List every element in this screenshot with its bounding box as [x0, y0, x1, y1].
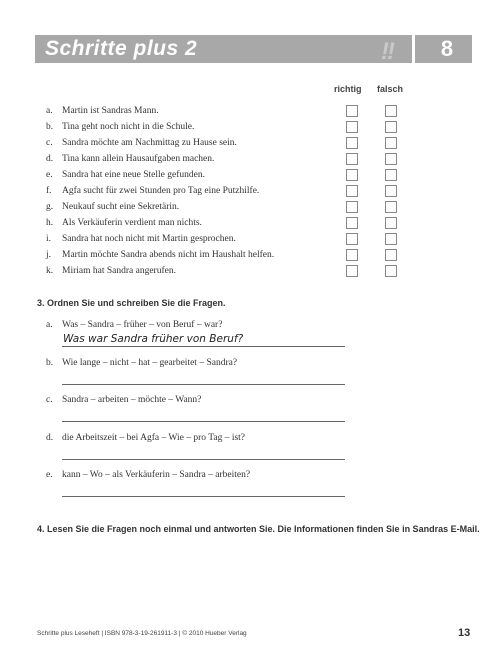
statement-row — [46, 103, 159, 119]
statement-letter: d. — [46, 154, 54, 164]
question-letter: d. — [46, 432, 54, 443]
checkbox-richtig[interactable] — [346, 105, 358, 117]
checkbox-falsch[interactable] — [385, 217, 397, 229]
book-title: Schritte plus 2 — [45, 37, 198, 60]
checkbox-richtig[interactable] — [346, 217, 358, 229]
question-text: Sandra – arbeiten – möchte – Wann? — [62, 395, 202, 405]
statement-text: Martin ist Sandras Mann. — [62, 106, 159, 116]
banner-divider — [412, 35, 415, 63]
lesson-number: 8 — [440, 36, 454, 61]
page-number: 13 — [458, 627, 471, 639]
statement-text: Miriam hat Sandra angerufen. — [62, 266, 176, 276]
task-4-heading: 4. Lesen Sie die Fragen noch einmal und antworten Sie. Die Informationen finden Sie in Sandras E-Mail. — [37, 524, 480, 534]
footer-credits: Schritte plus Leseheft | ISBN 978-3-19-261911-3 | © 2010 Hueber Verlag — [37, 630, 247, 637]
statement-row — [46, 231, 236, 247]
statement-letter: f. — [46, 186, 52, 196]
statement-row — [46, 135, 237, 151]
checkbox-falsch[interactable] — [385, 153, 397, 165]
checkbox-richtig[interactable] — [346, 153, 358, 165]
statement-row — [46, 247, 274, 263]
statement-text: Sandra hat noch nicht mit Martin gesprochen. — [62, 234, 236, 244]
answer-line[interactable] — [62, 459, 345, 460]
statement-letter: h. — [46, 218, 54, 228]
statement-text: Neukauf sucht eine Sekretärin. — [62, 202, 180, 212]
statement-text: Tina kann allein Hausaufgaben machen. — [62, 154, 215, 164]
column-header-richtig: richtig — [334, 84, 362, 94]
statement-row — [46, 119, 194, 135]
question-item — [46, 358, 237, 368]
checkbox-falsch[interactable] — [385, 169, 397, 181]
checkbox-falsch[interactable] — [385, 233, 397, 245]
statement-letter: b. — [46, 122, 54, 132]
statement-row — [46, 183, 259, 199]
checkbox-richtig[interactable] — [346, 121, 358, 133]
statement-letter: a. — [46, 106, 53, 116]
example-answer: Was war Sandra früher von Beruf? — [63, 333, 244, 345]
checkbox-falsch[interactable] — [385, 249, 397, 261]
checkbox-falsch[interactable] — [385, 185, 397, 197]
header-banner — [35, 35, 472, 63]
answer-line[interactable] — [62, 346, 345, 347]
checkbox-falsch[interactable] — [385, 137, 397, 149]
statement-row — [46, 263, 176, 279]
checkbox-richtig[interactable] — [346, 137, 358, 149]
statement-text: Sandra hat eine neue Stelle gefunden. — [62, 170, 205, 180]
question-text: die Arbeitszeit – bei Agfa – Wie – pro Tag – ist? — [62, 432, 246, 443]
question-letter: a. — [46, 320, 53, 330]
statement-letter: j. — [46, 250, 52, 260]
statement-row — [46, 199, 179, 215]
statement-letter: g. — [46, 202, 54, 212]
question-letter: c. — [46, 395, 53, 405]
answer-line[interactable] — [62, 496, 345, 497]
statement-text: Agfa sucht für zwei Stunden pro Tag eine Putzhilfe. — [62, 186, 260, 196]
statement-letter: c. — [46, 138, 53, 148]
question-text: Wie lange – nicht – hat – gearbeitet – Sandra? — [62, 357, 238, 368]
question-text: Was – Sandra – früher – von Beruf – war? — [62, 320, 223, 330]
column-header-falsch: falsch — [377, 84, 404, 94]
statement-text: Tina geht noch nicht in die Schule. — [62, 122, 195, 132]
exclamation-marks-icon: !! — [381, 38, 393, 65]
statement-letter: k. — [46, 266, 54, 276]
checkbox-richtig[interactable] — [346, 169, 358, 181]
statement-text: Martin möchte Sandra abends nicht im Haushalt helfen. — [62, 250, 275, 260]
checkbox-richtig[interactable] — [346, 233, 358, 245]
statement-row — [46, 215, 202, 231]
checkbox-falsch[interactable] — [385, 265, 397, 277]
checkbox-falsch[interactable] — [385, 201, 397, 213]
statement-row — [46, 167, 205, 183]
statement-text: Sandra möchte am Nachmittag zu Hause sein. — [62, 138, 237, 148]
checkbox-falsch[interactable] — [385, 121, 397, 133]
question-letter: e. — [46, 470, 53, 480]
question-item — [46, 470, 250, 480]
statement-letter: i. — [46, 234, 52, 244]
answer-line[interactable] — [62, 384, 345, 385]
checkbox-richtig[interactable] — [346, 249, 358, 261]
checkbox-falsch[interactable] — [385, 105, 397, 117]
statement-text: Als Verkäuferin verdient man nichts. — [62, 218, 202, 228]
question-item — [46, 433, 245, 443]
question-text: kann – Wo – als Verkäuferin – Sandra – arbeiten? — [62, 470, 251, 480]
question-item — [46, 395, 201, 405]
statement-letter: e. — [46, 170, 53, 180]
question-item — [46, 320, 222, 330]
checkbox-richtig[interactable] — [346, 201, 358, 213]
answer-line[interactable] — [62, 421, 345, 422]
task-3-heading: 3. Ordnen Sie und schreiben Sie die Fragen. — [37, 298, 226, 308]
statement-row — [46, 151, 214, 167]
checkbox-richtig[interactable] — [346, 185, 358, 197]
checkbox-richtig[interactable] — [346, 265, 358, 277]
question-letter: b. — [46, 357, 54, 368]
